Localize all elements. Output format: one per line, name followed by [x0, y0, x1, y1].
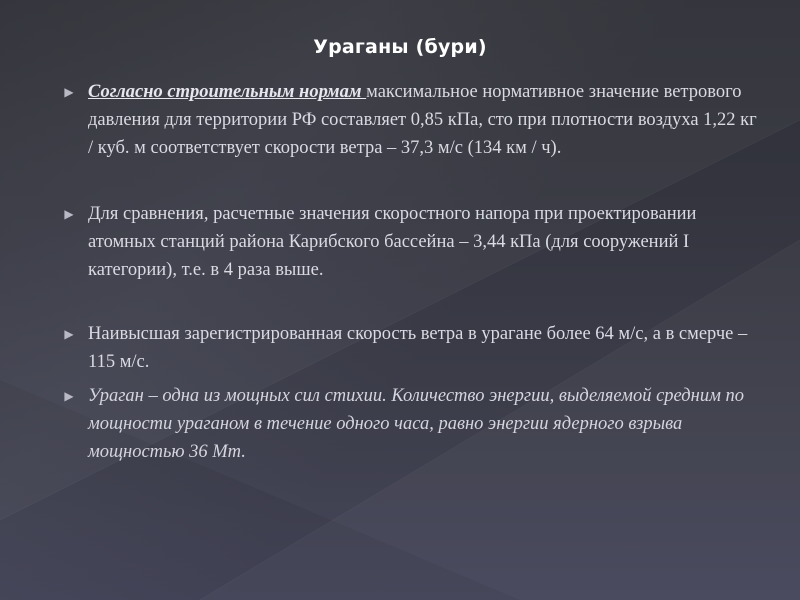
paragraph-text: Наивысшая зарегистрированная скорость ветра в урагане более 64 м/с, а в смерче – 115 м/с.	[88, 324, 748, 372]
triangle-right-icon: ▶︎	[64, 327, 74, 341]
triangle-right-icon: ▶︎	[64, 207, 74, 221]
paragraph-hurricane-energy	[62, 382, 762, 466]
paragraph-max-wind-speed	[62, 320, 762, 376]
slide-content	[62, 78, 762, 466]
paragraph-text: Ураган – одна из мощных сил стихии. Количество энергии, выделяемой средним по мощности ураганом в течение одного часа, равно энергии ядерного взрыва мощностью 36 Мт.	[88, 386, 745, 462]
triangle-right-icon: ▶︎	[64, 389, 74, 403]
triangle-right-icon: ▶︎	[64, 85, 74, 99]
slide-title: Ураганы (бури)	[313, 36, 487, 58]
paragraph-text: Для сравнения, расчетные значения скоростного напора при проектировании атомных станций района Карибского бассейна – 3,44 кПа (для сооружений I категории), т.е. в 4 раза выше.	[88, 204, 697, 280]
paragraph-building-norms	[62, 78, 762, 162]
paragraph-text: максимальное нормативное значение ветрового давления для территории РФ составляет 0,85 кПа, сто при плотности воздуха 1,22 кг / куб. м соответствует скорости ветра – 37,3 м/с (134 км / ч).	[88, 82, 757, 158]
building-norms-link[interactable]: Согласно строительным нормам	[88, 82, 367, 102]
paragraph-comparison	[62, 200, 762, 284]
